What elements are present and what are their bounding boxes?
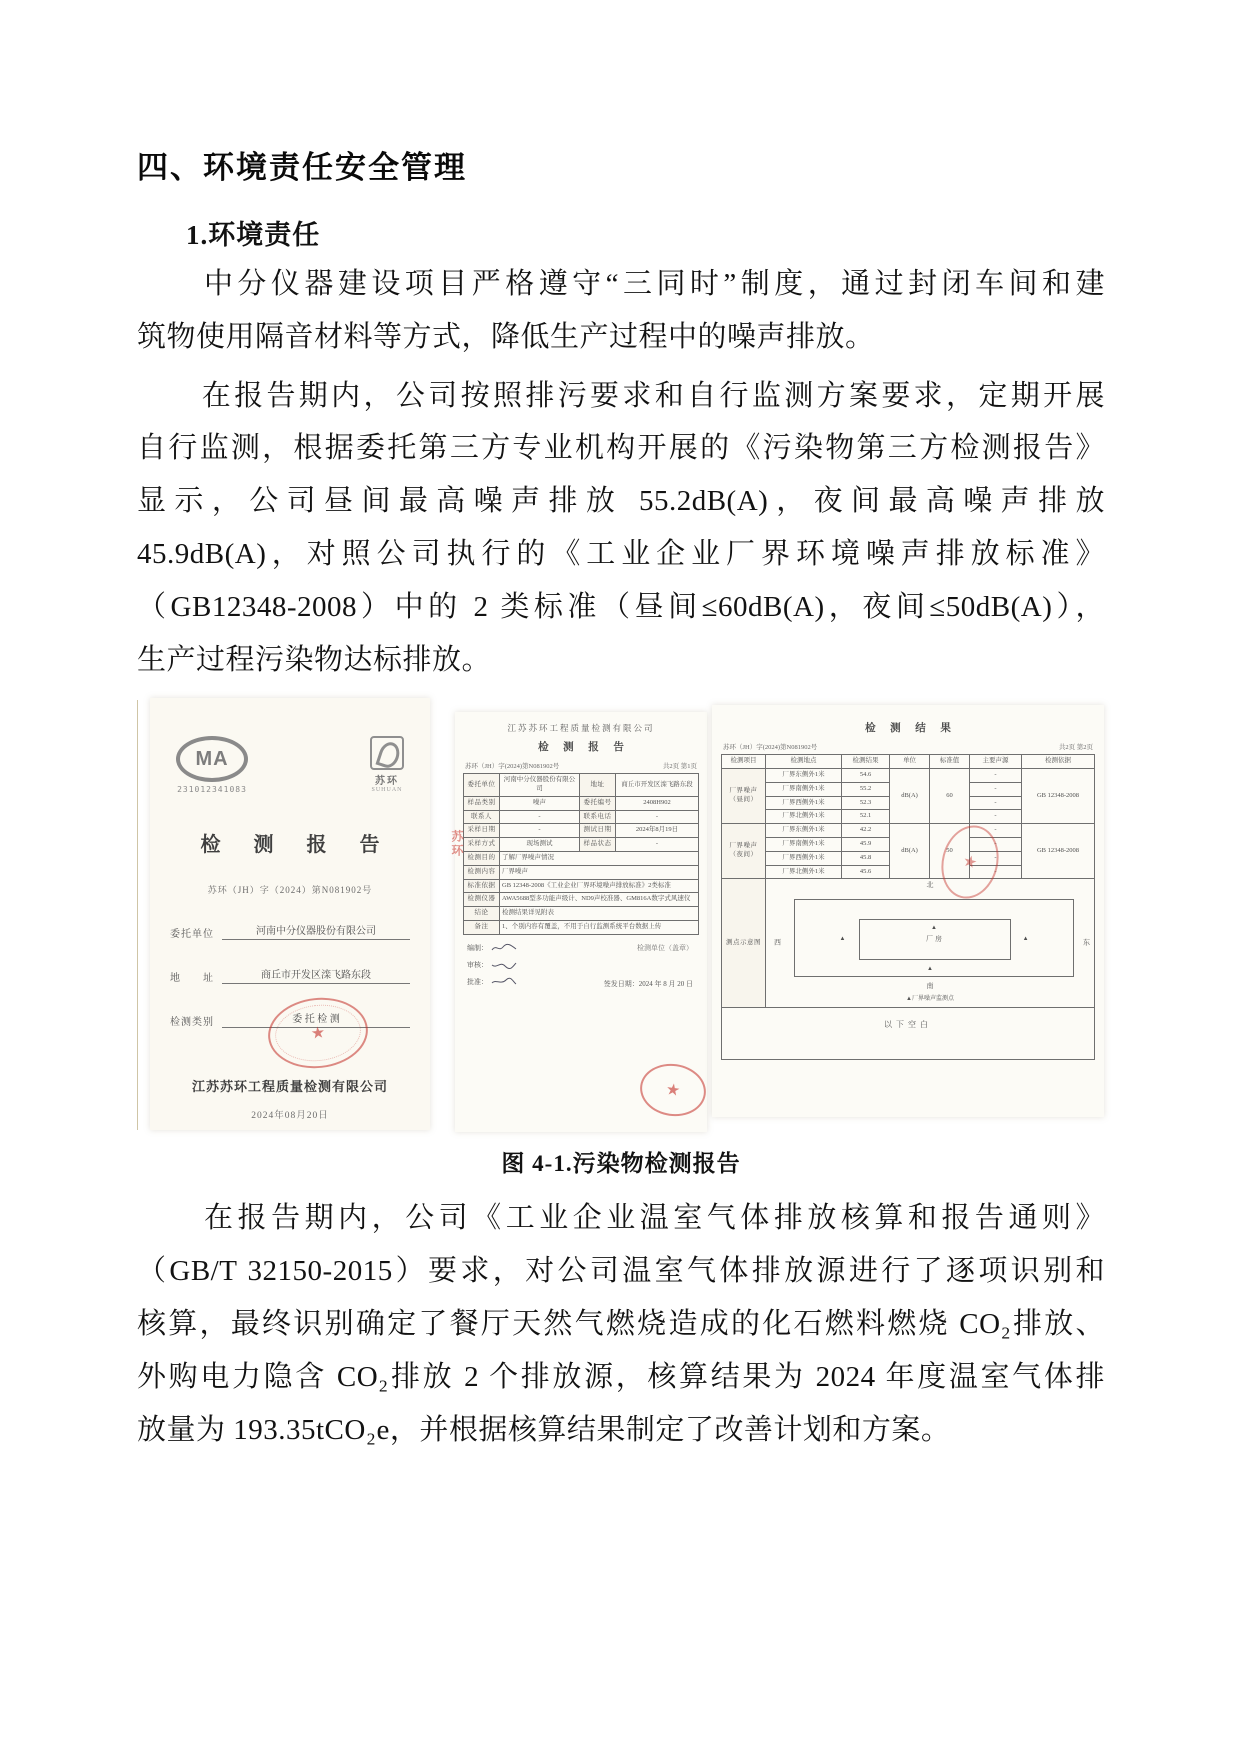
text-line: 中分仪器建设项目严格遵守“三同时”制度，通过封闭车间和建: [137, 268, 1105, 300]
figure-scanned-reports: [137, 698, 1105, 1135]
stamp-note: 检测单位（盖章）: [637, 943, 693, 952]
report-page-2: [712, 705, 1104, 1117]
sign-prepare-label: 编制：: [467, 943, 488, 952]
sign-approve-label: 批准：: [467, 977, 488, 986]
signature-scribble: [491, 943, 517, 953]
report-page-1: [450, 712, 707, 1132]
cover-field-client: 委托单位 河南中分仪器股份有限公司: [170, 922, 410, 940]
suhuan-logo-text: 苏环: [375, 776, 399, 788]
red-seal-stamp: ★: [934, 820, 1006, 905]
sign-review-label: 审核：: [467, 960, 488, 969]
section-heading: 四、环境责任安全管理: [137, 150, 467, 185]
report-cover-page: [150, 698, 430, 1130]
cma-oval-icon: MA: [176, 736, 248, 782]
cma-logo: [176, 736, 248, 794]
text-line: 在报告期内，公司《工业企业温室气体排放核算和报告通则》: [137, 1202, 1105, 1235]
triangle-marker: ▲: [839, 936, 846, 943]
text-line: 45.9dB(A)，对照公司执行的《工业企业厂界环境噪声排放标准》: [137, 537, 1105, 570]
measurement-point-diagram: 北 ▲ ▲ ▲ 厂房 ▲ 西 东 南 ▲厂界噪声监测点: [774, 881, 1090, 1003]
page1-title: 检 测 报 告: [538, 742, 630, 754]
cover-company-name: 江苏苏环工程质量检测有限公司: [191, 1079, 388, 1095]
scan-spine-edge: [137, 700, 151, 1130]
suhuan-logo: [370, 736, 404, 793]
text-line: 显示，公司昼间最高噪声排放 55.2dB(A)，夜间最高噪声排放: [137, 485, 1105, 518]
page2-results-table: 检测项目 检测地点 检测结果 单位 标准值 主要声源 检测依据 厂界噪声（昼间） 厂界东侧外1米 54.6 dB(A) 60 - GB 12348-2008 厂界南侧外1米 55.2 - 厂界西侧外1米 52.3 - 厂界北侧外1米 52.1 - 厂界噪声（夜间） 厂界东侧外1米 42.2 dB(A) 50 - GB 12348-2008 厂界南侧外1米 45.9 - 厂界西侧外1米 45.8 - 厂界北侧外1米 45.6 - 测点示意图 北 ▲ ▲ ▲ 厂房 ▲ 西 东 南 ▲厂界噪声监测点 以下空白: [721, 754, 1095, 1060]
suhuan-logo-icon: [370, 736, 404, 770]
text-line: （GB/T 32150-2015）要求，对公司温室气体排放源进行了逐项识别和: [137, 1255, 1105, 1288]
triangle-marker: ▲: [927, 966, 933, 973]
red-seal-stamp: ★: [637, 1060, 710, 1121]
factory-building-rect: 厂房: [859, 919, 1011, 961]
text-line: 筑物使用隔音材料等方式，降低生产过程中的噪声排放。: [137, 320, 875, 353]
diagram-legend: ▲厂界噪声监测点: [906, 996, 954, 1003]
page2-page-marker: 共2页 第2页: [1058, 744, 1093, 752]
text-line: 外购电力隐含 CO₂排放 2 个排放源，核算结果为 2024 年度温室气体排: [137, 1360, 1105, 1393]
paragraph-3: [137, 1192, 1105, 1456]
triangle-marker: ▲: [931, 925, 937, 932]
page1-company-header: 江苏苏环工程质量检测有限公司: [507, 723, 655, 734]
signature-scribble: [491, 977, 517, 987]
edge-seal-stamp: 苏环: [450, 830, 464, 859]
text-line: 核算，最终识别确定了餐厅天然气燃烧造成的化石燃料燃烧 CO₂排放、: [137, 1307, 1105, 1340]
page1-report-number: 苏环（JH）字(2024)第N081902号: [465, 763, 560, 771]
paragraph-1: [137, 258, 1105, 364]
cover-title: 检 测 报 告: [200, 834, 394, 857]
text-line: （GB12348-2008）中的 2 类标准（昼间≤60dB(A)，夜间≤50dB(A)），: [137, 590, 1105, 623]
page2-title: 检 测 结 果: [865, 723, 957, 735]
suhuan-logo-sub: SUHUAN: [371, 787, 403, 794]
signature-scribble: [491, 960, 517, 970]
cover-field-category: 检测类别 委 托 检 测: [170, 1010, 410, 1028]
diagram-label: 测点示意图: [722, 879, 766, 1008]
cma-number: 231012341083: [177, 785, 247, 795]
paragraph-2: [137, 370, 1105, 687]
text-line: 生产过程污染物达标排放。: [137, 643, 492, 676]
site-boundary-rect: [794, 899, 1074, 977]
issue-date: 签发日期：2024 年 8 月 20 日: [603, 979, 693, 988]
text-line: 自行监测，根据委托第三方专业机构开展的《污染物第三方检测报告》: [137, 432, 1105, 465]
text-line: 放量为 193.35tCO₂e，并根据核算结果制定了改善计划和方案。: [137, 1413, 951, 1446]
page2-report-number: 苏环（JH）字(2024)第N081902号: [723, 744, 818, 752]
page-content: [137, 0, 1105, 1456]
cover-date: 2024年08月20日: [251, 1111, 329, 1122]
text-line: 在报告期内，公司按照排污要求和自行监测方案要求，定期开展: [137, 379, 1105, 412]
page1-page-marker: 共2页 第1页: [662, 763, 697, 771]
blank-below-note: 以下空白: [884, 1020, 932, 1030]
triangle-marker: ▲: [1022, 936, 1029, 943]
figure-caption: 图 4-1.污染物检测报告: [501, 1151, 741, 1177]
page1-info-table: 委托单位 河南中分仪器股份有限公司 地址 商丘市开发区滦飞路东段 样品类别 噪声 委托编号 2408H902 联系人 - 联系电话 - 采样日期 - 测试日期 2024年8月19日 采样方式 现场测试 样品状态 - 检测目的 了解厂界噪声情况 检测内容 厂界噪声 标准依据 GB 12348-2008《工业企业厂界环境噪声排放标准》2类标准 检测仪器 AWA5688型多功能声级计、ND9声校准器、GM816A数字式风速仪 结论 检测结果详见附表 备注 1、个别内容有覆盖，不用于自行监测系统平台数据上传: [463, 773, 699, 934]
red-seal-stamp: ★: [265, 993, 372, 1073]
cover-field-address: 地 址 商丘市开发区滦飞路东段: [170, 966, 410, 984]
cover-report-number: 苏环（JH）字（2024）第N081902号: [207, 885, 373, 896]
subsection-heading: 1.环境责任: [186, 220, 321, 250]
